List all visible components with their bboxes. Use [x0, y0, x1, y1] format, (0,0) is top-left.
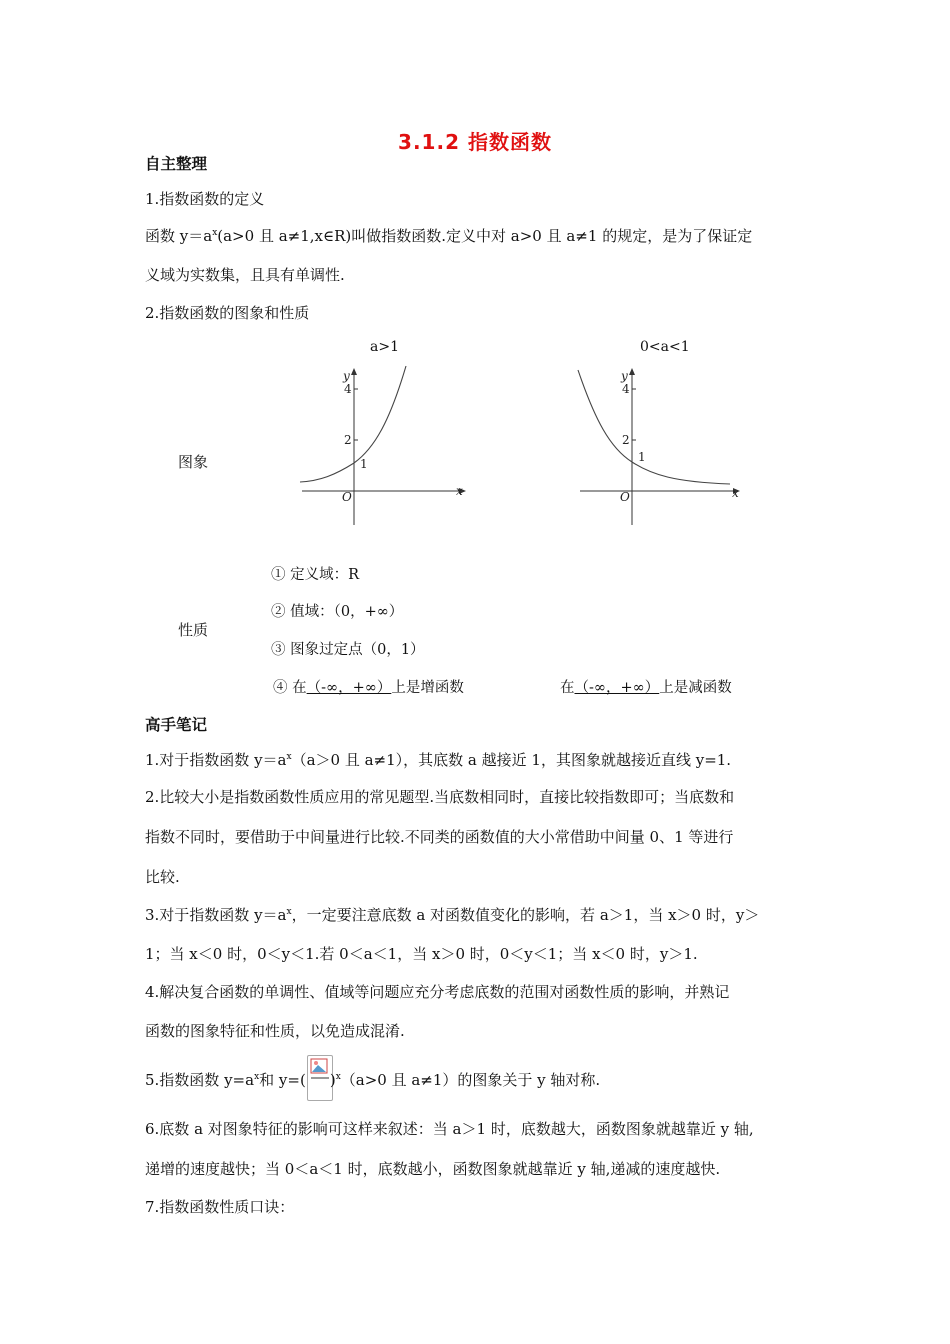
note-3-line-2: 1；当 x＜0 时，0＜y＜1.若 0＜a＜1，当 x＞0 时，0＜y＜1；当 x＜0 时，y＞1.: [145, 945, 698, 963]
note-2-line-2: 指数不同时，要借助于中间量进行比较.不同类的函数值的大小常借助中间量 0、1 等进行: [145, 828, 734, 846]
origin-label: O: [620, 490, 630, 504]
row-label-properties: 性质: [178, 621, 209, 639]
axis-label-x: x: [456, 484, 463, 498]
note-3-line-1: 3.对于指数函数 $y=a^x$，一定要注意底数 a 对函数值变化的影响，若 a＞1，当 x＞0 时，y＞: [145, 906, 760, 924]
axis-label-y: y: [621, 369, 628, 383]
axis-label-x: x: [732, 486, 739, 500]
note-1: 1.对于指数函数 $y=a^x(a>0$ 且 a≠1），其底数 a 越接近 1，其图象就越接近直线 y=1.: [145, 751, 732, 769]
graph-increasing: [290, 360, 480, 530]
note-6-line-1: 6.底数 a 对图象特征的影响可这样来叙述：当 a＞1 时，底数越大，函数图象就越靠近 y 轴,: [145, 1120, 754, 1138]
definition-line-1: 函数 $y=a^x(a>0$ 且 a≠1,x∈R)叫做指数函数.定义中对 a>0 且 a≠1 的规定，是为了保证定: [145, 227, 753, 245]
tick-label-2: 2: [622, 433, 630, 447]
origin-label: O: [342, 490, 352, 504]
definition-line-2: 义域为实数集，且具有单调性.: [145, 266, 345, 284]
property-fixed-point: ③ 图象过定点（0，1）: [271, 642, 425, 658]
page-title: 3.1.2 指数函数: [398, 130, 552, 154]
tick-label-1: 1: [360, 457, 368, 471]
section-heading-notes: 高手笔记: [145, 716, 208, 734]
y-axis-arrow: [351, 368, 357, 375]
note-5: 5.指数函数 $y=a^x$和 y=( )$^x$（a>0 且 a≠1）的图象关于 y 轴对称.: [145, 1071, 601, 1089]
property-domain: ① 定义域：R: [271, 567, 360, 583]
row-label-graph: 图象: [178, 453, 209, 471]
column-header-a-gt-1: a>1: [370, 339, 399, 355]
note-4-line-2: 函数的图象特征和性质，以免造成混淆.: [145, 1022, 405, 1040]
property-range: ② 值域：（0，+∞）: [271, 604, 404, 620]
item-graph-properties-title: 2.指数函数的图象和性质: [145, 304, 310, 322]
tick-label-4: 4: [622, 382, 630, 396]
note-4-line-1: 4.解决复合函数的单调性、值域等问题应充分考虑底数的范围对函数性质的影响，并熟记: [145, 983, 730, 1001]
curve-decreasing: [578, 370, 730, 484]
curve-increasing: [300, 366, 406, 482]
note-7: 7.指数函数性质口诀：: [145, 1198, 295, 1216]
note-2-line-3: 比较.: [145, 868, 180, 886]
section-heading-self-study: 自主整理: [145, 155, 208, 173]
note-2-line-1: 2.比较大小是指数函数性质应用的常见题型.当底数相同时，直接比较指数即可；当底数和: [145, 788, 735, 806]
note-6-line-2: 递增的速度越快；当 0＜a＜1 时，底数越小，函数图象就越靠近 y 轴,递减的速度越快.: [145, 1160, 721, 1178]
y-axis-arrow: [629, 368, 635, 375]
axis-label-y: y: [343, 369, 350, 383]
graph-decreasing: [570, 360, 760, 530]
tick-label-1: 1: [638, 450, 646, 464]
property-increasing: ④ 在（-∞，+∞）上是增函数: [273, 680, 464, 696]
column-header-a-lt-1: 0<a<1: [640, 339, 690, 355]
tick-label-2: 2: [344, 433, 352, 447]
property-decreasing: 在（-∞，+∞）上是减函数: [560, 680, 732, 696]
tick-label-4: 4: [344, 382, 352, 396]
item-definition-title: 1.指数函数的定义: [145, 190, 265, 208]
